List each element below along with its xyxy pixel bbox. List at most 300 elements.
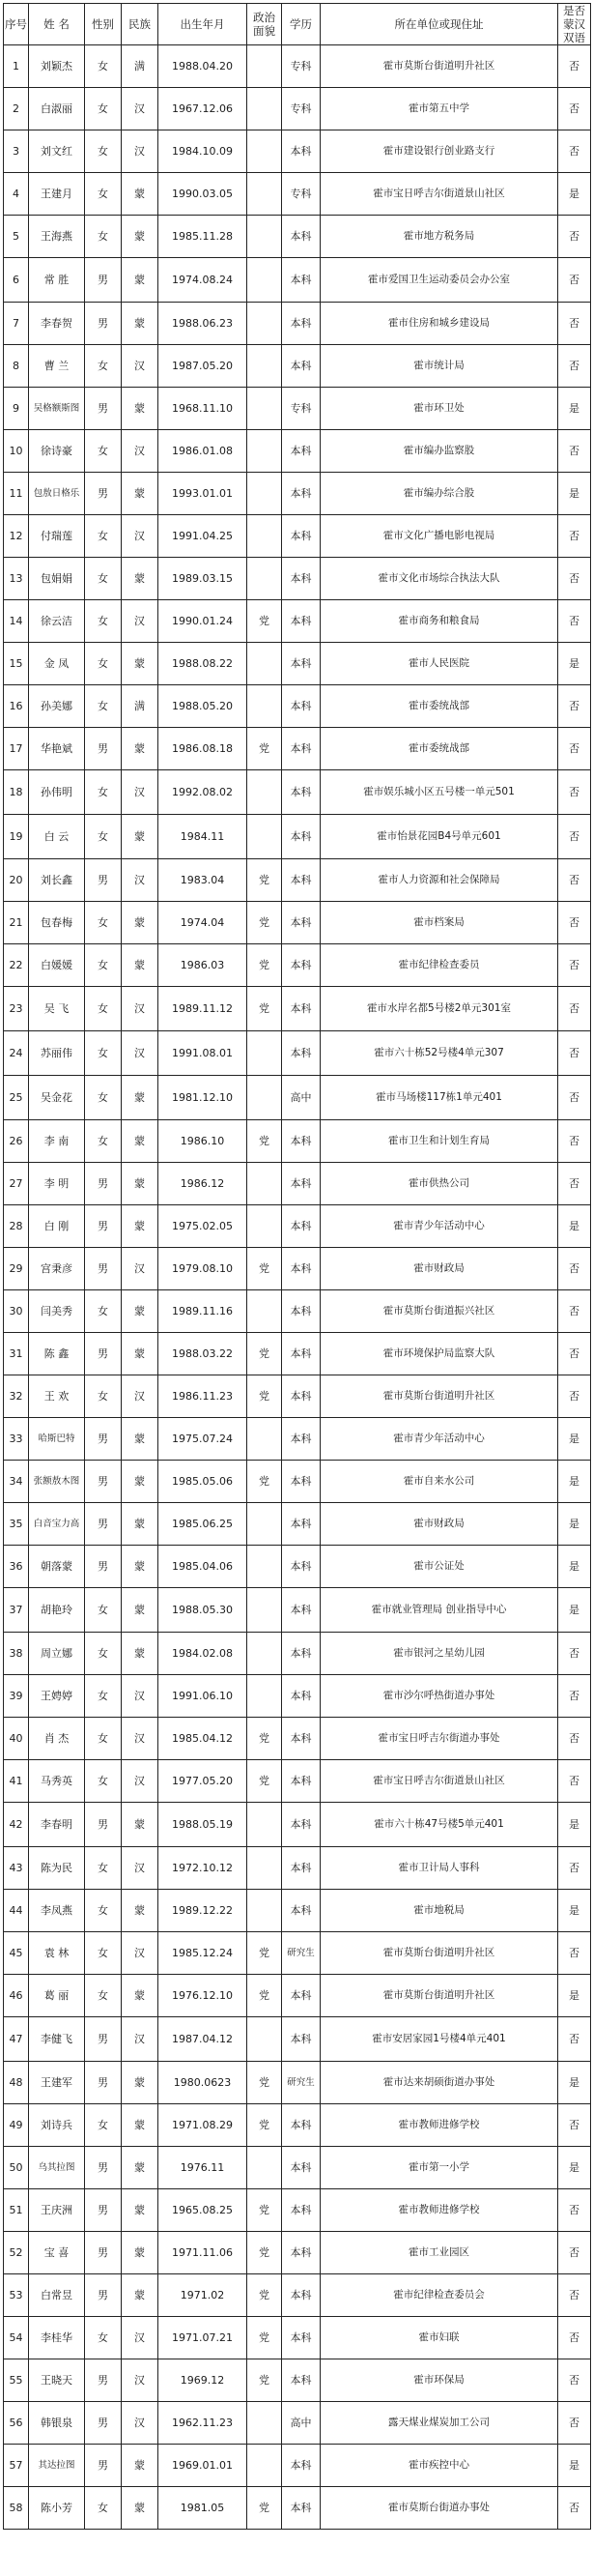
workplace-address: 霍市建设银行创业路支行 <box>321 130 558 173</box>
person-name: 苏丽伟 <box>29 1031 85 1076</box>
person-name: 闫美秀 <box>29 1290 85 1333</box>
political-status <box>247 258 282 303</box>
person-name: 曹 兰 <box>29 345 85 388</box>
birth-date: 1984.10.09 <box>158 130 247 173</box>
table-row <box>4 1248 591 1290</box>
workplace-address: 霍市疾控中心 <box>321 2445 558 2487</box>
table-row <box>4 1803 591 1847</box>
workplace-address: 霍市怡景花园B4号单元601 <box>321 815 558 859</box>
political-status: 党 <box>247 728 282 770</box>
person-name: 陈小芳 <box>29 2487 85 2530</box>
education-level: 本科 <box>282 1847 321 1890</box>
birth-date: 1987.04.12 <box>158 2017 247 2062</box>
gender-cell: 男 <box>85 1461 122 1503</box>
education-level: 本科 <box>282 1120 321 1163</box>
birth-date: 1975.02.05 <box>158 1205 247 1248</box>
row-number: 16 <box>4 685 29 728</box>
person-name: 包敖日格乐 <box>29 473 85 515</box>
column-header: 所在单位或现住址 <box>321 4 558 45</box>
birth-date: 1986.03 <box>158 944 247 987</box>
bilingual-flag: 否 <box>558 1375 591 1418</box>
row-number: 58 <box>4 2487 29 2530</box>
bilingual-flag: 否 <box>558 1163 591 1205</box>
workplace-address: 霍市档案局 <box>321 902 558 944</box>
ethnicity-cell: 汉 <box>122 345 158 388</box>
education-level: 本科 <box>282 685 321 728</box>
gender-cell: 男 <box>85 1248 122 1290</box>
workplace-address: 霍市环境保护局监察大队 <box>321 1333 558 1375</box>
birth-date: 1985.04.12 <box>158 1718 247 1760</box>
gender-cell: 女 <box>85 1076 122 1120</box>
political-status <box>247 558 282 600</box>
political-status: 党 <box>247 1932 282 1975</box>
row-number: 40 <box>4 1718 29 1760</box>
gender-cell: 男 <box>85 728 122 770</box>
bilingual-flag: 否 <box>558 2487 591 2530</box>
workplace-address: 霍市妇联 <box>321 2317 558 2359</box>
ethnicity-cell: 蒙 <box>122 1588 158 1633</box>
bilingual-flag: 是 <box>558 2147 591 2189</box>
education-level: 本科 <box>282 815 321 859</box>
row-number: 13 <box>4 558 29 600</box>
political-status: 党 <box>247 1120 282 1163</box>
workplace-address: 霍市沙尔呼热街道办事处 <box>321 1675 558 1718</box>
political-status <box>247 2147 282 2189</box>
education-level: 本科 <box>282 558 321 600</box>
row-number: 37 <box>4 1588 29 1633</box>
political-status: 党 <box>247 2062 282 2104</box>
political-status <box>247 130 282 173</box>
ethnicity-cell: 汉 <box>122 2017 158 2062</box>
education-level: 本科 <box>282 1675 321 1718</box>
birth-date: 1988.03.22 <box>158 1333 247 1375</box>
gender-cell: 女 <box>85 1120 122 1163</box>
person-name: 孙美娜 <box>29 685 85 728</box>
workplace-address: 霍市财政局 <box>321 1503 558 1546</box>
row-number: 10 <box>4 430 29 473</box>
gender-cell: 女 <box>85 130 122 173</box>
birth-date: 1969.01.01 <box>158 2445 247 2487</box>
person-name: 王建军 <box>29 2062 85 2104</box>
table-row <box>4 515 591 558</box>
bilingual-flag: 是 <box>558 1418 591 1461</box>
row-number: 22 <box>4 944 29 987</box>
birth-date: 1990.03.05 <box>158 173 247 216</box>
row-number: 26 <box>4 1120 29 1163</box>
political-status <box>247 1803 282 1847</box>
gender-cell: 男 <box>85 2232 122 2274</box>
row-number: 27 <box>4 1163 29 1205</box>
bilingual-flag: 是 <box>558 2445 591 2487</box>
bilingual-flag: 是 <box>558 2062 591 2104</box>
workplace-address: 霍市爱国卫生运动委员会办公室 <box>321 258 558 303</box>
person-name: 王建月 <box>29 173 85 216</box>
workplace-address: 露天煤业煤炭加工公司 <box>321 2402 558 2445</box>
person-name: 吴金花 <box>29 1076 85 1120</box>
gender-cell: 女 <box>85 45 122 88</box>
education-level: 本科 <box>282 2359 321 2402</box>
political-status <box>247 2402 282 2445</box>
bilingual-flag: 否 <box>558 2359 591 2402</box>
table-row <box>4 1333 591 1375</box>
row-number: 44 <box>4 1890 29 1932</box>
workplace-address: 霍市达来胡硕街道办事处 <box>321 2062 558 2104</box>
gender-cell: 女 <box>85 1031 122 1076</box>
workplace-address: 霍市宝日呼吉尔街道景山社区 <box>321 173 558 216</box>
political-status <box>247 216 282 258</box>
bilingual-flag: 否 <box>558 1290 591 1333</box>
workplace-address: 霍市环保局 <box>321 2359 558 2402</box>
education-level: 本科 <box>282 600 321 643</box>
ethnicity-cell: 汉 <box>122 1248 158 1290</box>
education-level: 本科 <box>282 859 321 902</box>
bilingual-flag: 是 <box>558 1588 591 1633</box>
workplace-address: 霍市纪律检查委员会 <box>321 2274 558 2317</box>
person-name: 金 凤 <box>29 643 85 685</box>
person-name: 白 云 <box>29 815 85 859</box>
ethnicity-cell: 蒙 <box>122 2445 158 2487</box>
gender-cell: 女 <box>85 1847 122 1890</box>
political-status: 党 <box>247 1760 282 1803</box>
ethnicity-cell: 汉 <box>122 1760 158 1803</box>
birth-date: 1988.06.23 <box>158 303 247 345</box>
education-level: 本科 <box>282 2487 321 2530</box>
row-number: 3 <box>4 130 29 173</box>
workplace-address: 霍市住房和城乡建设局 <box>321 303 558 345</box>
column-header: 政治面貌 <box>247 4 282 45</box>
political-status: 党 <box>247 2359 282 2402</box>
birth-date: 1972.10.12 <box>158 1847 247 1890</box>
birth-date: 1988.05.19 <box>158 1803 247 1847</box>
political-status <box>247 303 282 345</box>
ethnicity-cell: 蒙 <box>122 1546 158 1588</box>
birth-date: 1983.04 <box>158 859 247 902</box>
bilingual-flag: 否 <box>558 770 591 815</box>
person-name: 白淑丽 <box>29 88 85 130</box>
bilingual-flag: 否 <box>558 987 591 1031</box>
education-level: 本科 <box>282 130 321 173</box>
political-status <box>247 2017 282 2062</box>
gender-cell: 男 <box>85 1205 122 1248</box>
education-level: 研究生 <box>282 1932 321 1975</box>
person-name: 王海燕 <box>29 216 85 258</box>
person-name: 胡艳玲 <box>29 1588 85 1633</box>
workplace-address: 霍市文化市场综合执法大队 <box>321 558 558 600</box>
ethnicity-cell: 汉 <box>122 1031 158 1076</box>
gender-cell: 男 <box>85 303 122 345</box>
table-row <box>4 1675 591 1718</box>
ethnicity-cell: 蒙 <box>122 1461 158 1503</box>
education-level: 本科 <box>282 2104 321 2147</box>
table-row <box>4 345 591 388</box>
person-name: 乌其拉图 <box>29 2147 85 2189</box>
table-row <box>4 45 591 88</box>
political-status <box>247 1633 282 1675</box>
political-status <box>247 345 282 388</box>
person-name: 宫秉彦 <box>29 1248 85 1290</box>
workplace-address: 霍市宝日呼吉尔街道景山社区 <box>321 1760 558 1803</box>
gender-cell: 女 <box>85 515 122 558</box>
political-status <box>247 1503 282 1546</box>
gender-cell: 男 <box>85 1803 122 1847</box>
education-level: 本科 <box>282 728 321 770</box>
table-row <box>4 2402 591 2445</box>
gender-cell: 女 <box>85 430 122 473</box>
political-status <box>247 815 282 859</box>
gender-cell: 男 <box>85 473 122 515</box>
gender-cell: 女 <box>85 1932 122 1975</box>
birth-date: 1986.11.23 <box>158 1375 247 1418</box>
birth-date: 1984.02.08 <box>158 1633 247 1675</box>
table-row <box>4 258 591 303</box>
row-number: 43 <box>4 1847 29 1890</box>
education-level: 本科 <box>282 1248 321 1290</box>
ethnicity-cell: 汉 <box>122 1847 158 1890</box>
bilingual-flag: 否 <box>558 2402 591 2445</box>
workplace-address: 霍市就业管理局 创业指导中心 <box>321 1588 558 1633</box>
education-level: 专科 <box>282 88 321 130</box>
birth-date: 1985.04.06 <box>158 1546 247 1588</box>
person-name: 李 南 <box>29 1120 85 1163</box>
bilingual-flag: 是 <box>558 643 591 685</box>
table-row <box>4 1546 591 1588</box>
workplace-address: 霍市第五中学 <box>321 88 558 130</box>
person-name: 马秀英 <box>29 1760 85 1803</box>
education-level: 本科 <box>282 1760 321 1803</box>
workplace-address: 霍市文化广播电影电视局 <box>321 515 558 558</box>
political-status: 党 <box>247 1248 282 1290</box>
birth-date: 1989.11.12 <box>158 987 247 1031</box>
row-number: 53 <box>4 2274 29 2317</box>
birth-date: 1962.11.23 <box>158 2402 247 2445</box>
education-level: 本科 <box>282 1375 321 1418</box>
political-status: 党 <box>247 2317 282 2359</box>
workplace-address: 霍市人力资源和社会保障局 <box>321 859 558 902</box>
gender-cell: 男 <box>85 258 122 303</box>
political-status <box>247 1546 282 1588</box>
row-number: 31 <box>4 1333 29 1375</box>
row-number: 29 <box>4 1248 29 1290</box>
ethnicity-cell: 汉 <box>122 130 158 173</box>
workplace-address: 霍市宝日呼吉尔街道办事处 <box>321 1718 558 1760</box>
bilingual-flag: 否 <box>558 1847 591 1890</box>
workplace-address: 霍市委统战部 <box>321 685 558 728</box>
ethnicity-cell: 汉 <box>122 2402 158 2445</box>
row-number: 57 <box>4 2445 29 2487</box>
gender-cell: 男 <box>85 2062 122 2104</box>
table-row <box>4 558 591 600</box>
workplace-address: 霍市青少年活动中心 <box>321 1418 558 1461</box>
birth-date: 1981.12.10 <box>158 1076 247 1120</box>
political-status <box>247 1418 282 1461</box>
political-status: 党 <box>247 944 282 987</box>
workplace-address: 霍市供热公司 <box>321 1163 558 1205</box>
bilingual-flag: 否 <box>558 2232 591 2274</box>
row-number: 32 <box>4 1375 29 1418</box>
bilingual-flag: 否 <box>558 1120 591 1163</box>
bilingual-flag: 否 <box>558 944 591 987</box>
political-status <box>247 1588 282 1633</box>
workplace-address: 霍市莫斯台街道明升社区 <box>321 45 558 88</box>
ethnicity-cell: 蒙 <box>122 1803 158 1847</box>
gender-cell: 女 <box>85 815 122 859</box>
ethnicity-cell: 蒙 <box>122 1076 158 1120</box>
ethnicity-cell: 蒙 <box>122 728 158 770</box>
gender-cell: 女 <box>85 902 122 944</box>
political-status <box>247 1675 282 1718</box>
political-status: 党 <box>247 2104 282 2147</box>
person-name: 王晓天 <box>29 2359 85 2402</box>
education-level: 本科 <box>282 1633 321 1675</box>
gender-cell: 女 <box>85 1890 122 1932</box>
birth-date: 1988.05.30 <box>158 1588 247 1633</box>
birth-date: 1976.12.10 <box>158 1975 247 2017</box>
gender-cell: 女 <box>85 1718 122 1760</box>
education-level: 本科 <box>282 2445 321 2487</box>
gender-cell: 女 <box>85 1760 122 1803</box>
bilingual-flag: 否 <box>558 600 591 643</box>
ethnicity-cell: 汉 <box>122 515 158 558</box>
person-name: 徐诗豪 <box>29 430 85 473</box>
education-level: 本科 <box>282 258 321 303</box>
person-name: 韩银泉 <box>29 2402 85 2445</box>
person-name: 吴 飞 <box>29 987 85 1031</box>
gender-cell: 男 <box>85 2402 122 2445</box>
table-row <box>4 728 591 770</box>
ethnicity-cell: 蒙 <box>122 1503 158 1546</box>
person-name: 王 欢 <box>29 1375 85 1418</box>
column-header: 学历 <box>282 4 321 45</box>
table-row <box>4 815 591 859</box>
bilingual-flag: 否 <box>558 2104 591 2147</box>
bilingual-flag: 否 <box>558 1633 591 1675</box>
person-name: 吴格额斯图 <box>29 388 85 430</box>
birth-date: 1975.07.24 <box>158 1418 247 1461</box>
gender-cell: 男 <box>85 1503 122 1546</box>
bilingual-flag: 否 <box>558 859 591 902</box>
bilingual-flag: 是 <box>558 1803 591 1847</box>
row-number: 35 <box>4 1503 29 1546</box>
person-name: 徐云洁 <box>29 600 85 643</box>
gender-cell: 女 <box>85 2317 122 2359</box>
gender-cell: 男 <box>85 2017 122 2062</box>
table-row <box>4 2359 591 2402</box>
row-number: 4 <box>4 173 29 216</box>
political-status: 党 <box>247 2232 282 2274</box>
workplace-address: 霍市青少年活动中心 <box>321 1205 558 1248</box>
gender-cell: 男 <box>85 2359 122 2402</box>
ethnicity-cell: 汉 <box>122 859 158 902</box>
bilingual-flag: 是 <box>558 173 591 216</box>
birth-date: 1985.12.24 <box>158 1932 247 1975</box>
ethnicity-cell: 蒙 <box>122 2062 158 2104</box>
education-level: 本科 <box>282 643 321 685</box>
row-number: 12 <box>4 515 29 558</box>
table-row <box>4 2445 591 2487</box>
person-name: 肖 杰 <box>29 1718 85 1760</box>
row-number: 9 <box>4 388 29 430</box>
gender-cell: 女 <box>85 987 122 1031</box>
workplace-address: 霍市娱乐城小区五号楼一单元501 <box>321 770 558 815</box>
education-level: 本科 <box>282 303 321 345</box>
table-row <box>4 388 591 430</box>
person-name: 华艳斌 <box>29 728 85 770</box>
bilingual-flag: 是 <box>558 1890 591 1932</box>
ethnicity-cell: 蒙 <box>122 1418 158 1461</box>
workplace-address: 霍市人民医院 <box>321 643 558 685</box>
education-level: 本科 <box>282 345 321 388</box>
workplace-address: 霍市六十栋52号楼4单元307 <box>321 1031 558 1076</box>
ethnicity-cell: 汉 <box>122 1932 158 1975</box>
table-row <box>4 430 591 473</box>
gender-cell: 男 <box>85 1546 122 1588</box>
roster-table <box>3 3 591 2530</box>
education-level: 本科 <box>282 2274 321 2317</box>
person-name: 其达拉图 <box>29 2445 85 2487</box>
table-row <box>4 1120 591 1163</box>
workplace-address: 霍市工业园区 <box>321 2232 558 2274</box>
person-name: 包春梅 <box>29 902 85 944</box>
table-row <box>4 987 591 1031</box>
ethnicity-cell: 汉 <box>122 2317 158 2359</box>
ethnicity-cell: 蒙 <box>122 2487 158 2530</box>
political-status <box>247 1076 282 1120</box>
gender-cell: 女 <box>85 2104 122 2147</box>
workplace-address: 霍市莫斯台街道明升社区 <box>321 1375 558 1418</box>
person-name: 刘颖杰 <box>29 45 85 88</box>
political-status: 党 <box>247 859 282 902</box>
column-header: 性别 <box>85 4 122 45</box>
political-status <box>247 1290 282 1333</box>
bilingual-flag: 是 <box>558 1461 591 1503</box>
workplace-address: 霍市第一小学 <box>321 2147 558 2189</box>
person-name: 朝落蒙 <box>29 1546 85 1588</box>
row-number: 39 <box>4 1675 29 1718</box>
ethnicity-cell: 蒙 <box>122 1290 158 1333</box>
ethnicity-cell: 蒙 <box>122 216 158 258</box>
gender-cell: 女 <box>85 216 122 258</box>
education-level: 本科 <box>282 430 321 473</box>
gender-cell: 男 <box>85 2147 122 2189</box>
gender-cell: 女 <box>85 1975 122 2017</box>
birth-date: 1988.08.22 <box>158 643 247 685</box>
table-row <box>4 1503 591 1546</box>
workplace-address: 霍市莫斯台街道明升社区 <box>321 1975 558 2017</box>
row-number: 6 <box>4 258 29 303</box>
ethnicity-cell: 汉 <box>122 770 158 815</box>
table-row <box>4 1932 591 1975</box>
gender-cell: 女 <box>85 1675 122 1718</box>
political-status <box>247 1890 282 1932</box>
bilingual-flag: 否 <box>558 815 591 859</box>
ethnicity-cell: 蒙 <box>122 1975 158 2017</box>
row-number: 11 <box>4 473 29 515</box>
birth-date: 1989.03.15 <box>158 558 247 600</box>
person-name: 袁 林 <box>29 1932 85 1975</box>
ethnicity-cell: 蒙 <box>122 258 158 303</box>
row-number: 7 <box>4 303 29 345</box>
gender-cell: 男 <box>85 2445 122 2487</box>
workplace-address: 霍市地税局 <box>321 1890 558 1932</box>
row-number: 17 <box>4 728 29 770</box>
table-row <box>4 1633 591 1675</box>
workplace-address: 霍市地方税务局 <box>321 216 558 258</box>
political-status: 党 <box>247 1333 282 1375</box>
workplace-address: 霍市纪律检查委员 <box>321 944 558 987</box>
ethnicity-cell: 蒙 <box>122 944 158 987</box>
political-status <box>247 88 282 130</box>
education-level: 本科 <box>282 1163 321 1205</box>
